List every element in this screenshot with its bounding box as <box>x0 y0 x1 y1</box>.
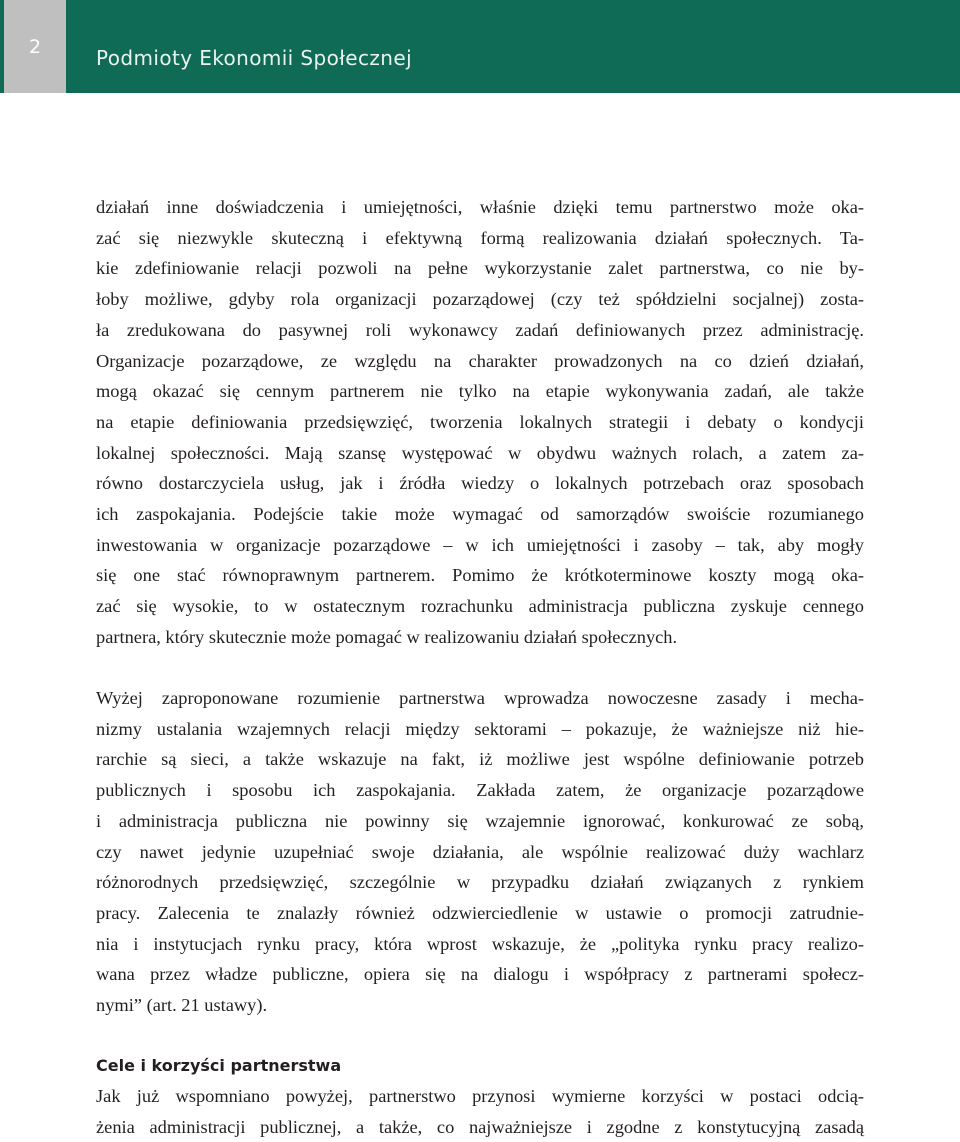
text-line: Organizacje pozarządowe, ze względu na charakter prowadzonych na co dzień działań, <box>96 350 864 371</box>
running-title: Podmioty Ekonomii Społecznej <box>96 46 413 70</box>
text-line: łoby możliwe, gdyby rola organizacji pozarządowej (czy też spółdzielni socjalnej) zosta- <box>96 289 864 310</box>
paragraph-2 <box>96 683 864 1021</box>
text-line: partnera, który skutecznie może pomagać w realizowaniu działań społecznych. <box>96 626 678 647</box>
text-line: się one stać równoprawnym partnerem. Pomimo że krótkoterminowe koszty mogą oka- <box>96 565 864 586</box>
text-line: Wyżej zaproponowane rozumienie partnerstwa wprowadza nowoczesne zasady i mecha- <box>96 688 864 708</box>
text-line: ła zredukowana do pasywnej roli wykonawcy zadań definiowanych przez administrację. <box>96 319 864 340</box>
text-line: publicznych i sposobu ich zaspokajania. Zakłada zatem, że organizacje pozarządowe <box>96 780 864 801</box>
text-line: pracy. Zalecenia te znalazły również odzwierciedlenie w ustawie o promocji zatrudnie- <box>96 902 864 923</box>
page-number: 2 <box>4 0 66 93</box>
text-line: czy nawet jedynie uzupełniać swoje działania, ale wspólnie realizować duży wachlarz <box>96 841 864 862</box>
text-line: żenia administracji publicznej, a także, co najważniejsze i zgodne z konstytucyjną zasadą <box>96 1116 864 1137</box>
text-line: nymi” (art. 21 ustawy). <box>96 995 268 1016</box>
text-line: równo dostarczyciela usług, jak i źródła wiedzy o lokalnych potrzebach oraz sposobach <box>96 473 864 494</box>
text-line: nizmy ustalania wzajemnych relacji między sektorami – pokazuje, że ważniejsze niż hie- <box>96 718 864 739</box>
text-line: na etapie definiowania przedsięwzięć, tworzenia lokalnych strategii i debaty o kondycji <box>96 411 864 432</box>
paragraph-3 <box>96 1081 864 1142</box>
paragraph-1 <box>96 192 864 653</box>
text-line: nia i instytucjach rynku pracy, która wprost wskazuje, że „polityka rynku pracy realizo- <box>96 933 864 954</box>
text-line: ich zaspokajania. Podejście takie może wymagać od samorządów swoiście rozumianego <box>96 504 864 525</box>
text-line: mogą okazać się cennym partnerem nie tylko na etapie wykonywania zadań, ale także <box>96 381 864 402</box>
section-heading: Cele i korzyści partnerstwa <box>96 1056 342 1075</box>
text-line: różnorodnych przedsięwzięć, szczególnie w przypadku działań związanych z rynkiem <box>96 872 864 893</box>
text-line: Jak już wspomniano powyżej, partnerstwo przynosi wymierne korzyści w postaci odcią- <box>96 1086 864 1106</box>
text-line: rarchie są sieci, a także wskazuje na fakt, iż możliwe jest wspólne definiowanie potrzeb <box>96 749 864 770</box>
text-line: działań inne doświadczenia i umiejętności, właśnie dzięki temu partnerstwo może oka- <box>96 197 864 217</box>
text-line: i administracja publiczna nie powinny się wzajemnie ignorować, konkurować ze sobą, <box>96 810 864 831</box>
text-line: wana przez władze publiczne, opiera się na dialogu i współpracy z partnerami społecz- <box>96 964 864 985</box>
page-header <box>0 0 960 93</box>
text-line: lokalnej społeczności. Mają szansę występować w obydwu ważnych rolach, a zatem za- <box>96 442 864 463</box>
text-line: inwestowania w organizacje pozarządowe – w ich umiejętności i zasoby – tak, aby mogły <box>96 534 864 555</box>
text-line: kie zdefiniowanie relacji pozwoli na pełne wykorzystanie zalet partnerstwa, co nie by- <box>96 258 864 279</box>
text-line: zać się wysokie, to w ostatecznym rozrachunku administracja publiczna zyskuje cennego <box>96 596 864 617</box>
text-line: zać się niezwykle skuteczną i efektywną formą realizowania działań społecznych. Ta- <box>96 227 864 248</box>
